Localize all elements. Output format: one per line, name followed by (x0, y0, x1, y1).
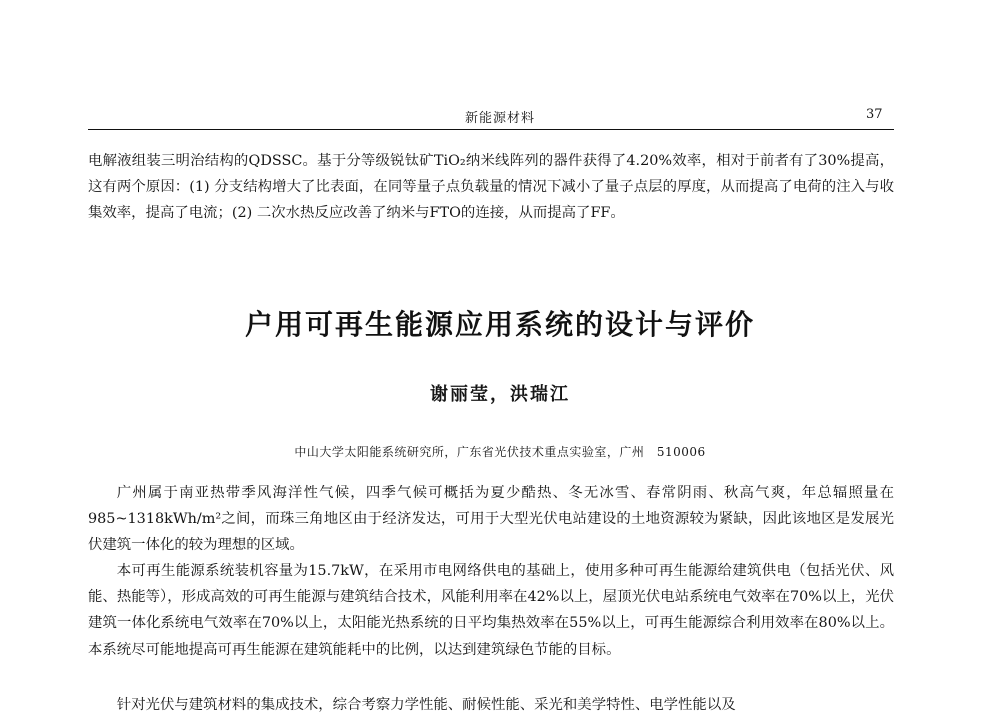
previous-section-paragraph: 电解液组装三明治结构的QDSSC。基于分等级锐钛矿TiO₂纳米线阵列的器件获得了4.20%效率，相对于前者有了30%提高，这有两个原因：(1) 分支结构增大了比表面，在同等量子点负载量的情况下减小了量子点层的厚度，从而提高了电荷的注入与收集效率，提高了电流；(2) 二次水热反应改善了纳米与FTO的连接，从而提高了FF。 (88, 153, 894, 222)
body-paragraph: 针对光伏与建筑材料的集成技术，综合考察力学性能、耐候性能、采光和美学特性、电学性能以及 (116, 697, 736, 713)
header-rule (88, 129, 894, 130)
article-authors: 谢丽莹，洪瑞江 (430, 384, 570, 405)
article-title: 户用可再生能源应用系统的设计与评价 (244, 308, 755, 341)
page-number: 37 (866, 107, 883, 122)
body-paragraph: 本可再生能源系统装机容量为15.7kW，在采用市电网络供电的基础上，使用多种可再生能源给建筑供电（包括光伏、风能、热能等），形成高效的可再生能源与建筑结合技术，风能利用率在42%以上，屋顶光伏电站系统电气效率在70%以上，光伏建筑一体化系统电气效率在70%以上，太阳能光热系统的日平均集热效率在55%以上，可再生能源综合利用效率在80%以上。本系统尽可能地提高可再生能源在建筑能耗中的比例，以达到建筑绿色节能的目标。 (88, 563, 894, 658)
article-affiliation: 中山大学太阳能系统研究所，广东省光伏技术重点实验室，广州 510006 (294, 445, 706, 459)
running-header-title: 新能源材料 (464, 111, 535, 126)
body-paragraph: 广州属于南亚热带季风海洋性气候，四季气候可概括为夏少酷热、冬无冰雪、春常阴雨、秋高气爽，年总辐照量在985~1318kWh/m²之间，而珠三角地区由于经济发达，可用于大型光伏电站建设的土地资源较为紧缺，因此该地区是发展光伏建筑一体化的较为理想的区域。 (88, 485, 894, 554)
